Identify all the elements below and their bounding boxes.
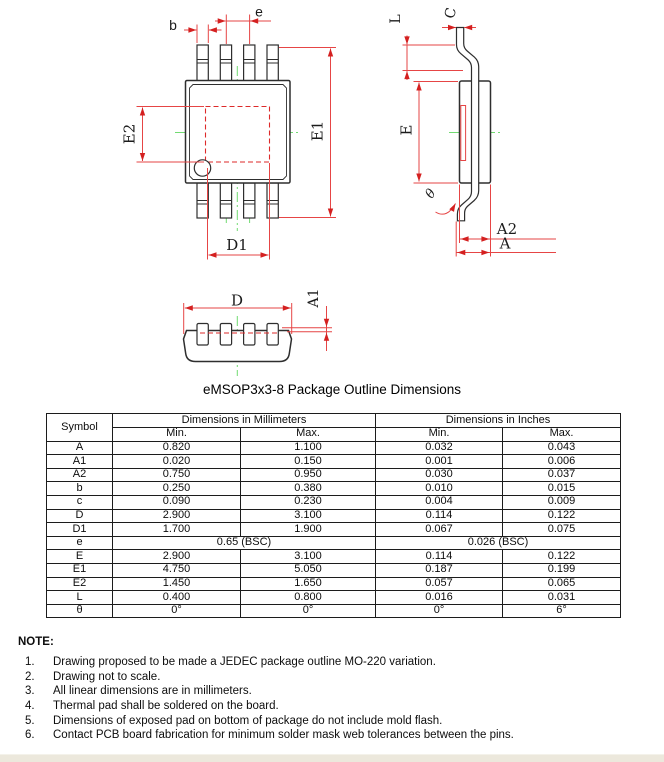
table-cell: 0.031	[503, 591, 621, 605]
note-item	[25, 656, 648, 669]
table-cell: 0.006	[503, 455, 621, 469]
table-row	[47, 495, 621, 509]
table-row	[47, 577, 621, 591]
table-cell: E1	[47, 563, 113, 577]
table-subheader-row	[47, 427, 621, 441]
table-cell: 0.032	[376, 441, 503, 455]
table-cell: 0.150	[241, 455, 376, 469]
dim-label-A: A	[499, 234, 511, 253]
table-row	[47, 550, 621, 564]
table-row	[47, 591, 621, 605]
col-header-in-max: Max.	[503, 427, 621, 441]
note-item-text: All linear dimensions are in millimeters.	[53, 685, 252, 698]
page-title: eMSOP3x3-8 Package Outline Dimensions	[202, 382, 462, 397]
table-cell: 0.067	[376, 523, 503, 537]
notes-list	[18, 656, 648, 742]
table-cell: 6°	[503, 604, 621, 618]
table-cell: 0.030	[376, 468, 503, 482]
table-cell: 5.050	[241, 563, 376, 577]
table-cell: 1.450	[113, 577, 241, 591]
table-cell: 0.009	[503, 495, 621, 509]
note-item-text: Contact PCB board fabrication for minimum solder mask web tolerances between the pins.	[53, 729, 514, 742]
col-header-in-min: Min.	[376, 427, 503, 441]
table-cell: b	[47, 482, 113, 496]
table-row	[47, 441, 621, 455]
table-cell: 1.700	[113, 523, 241, 537]
table-cell: 0.043	[503, 441, 621, 455]
front-view-drawing	[184, 288, 333, 376]
table-cell: 0.114	[376, 550, 503, 564]
table-cell: 0.020	[113, 455, 241, 469]
note-item	[25, 700, 648, 713]
notes-section	[18, 636, 648, 744]
table-cell: 0.122	[503, 509, 621, 523]
dim-label-A1: A1	[306, 288, 322, 308]
table-cell: 0.090	[113, 495, 241, 509]
table-cell: 0.250	[113, 482, 241, 496]
col-header-mm: Dimensions in Millimeters	[113, 414, 376, 428]
note-item-number: 3.	[25, 685, 35, 698]
table-cell: 0.187	[376, 563, 503, 577]
dim-label-C: C	[442, 6, 461, 21]
table-cell: 0.400	[113, 591, 241, 605]
table-row	[47, 509, 621, 523]
table-cell: 0.010	[376, 482, 503, 496]
dim-label-theta: θ	[422, 186, 440, 202]
dim-label-D: D	[230, 291, 244, 310]
col-header-mm-max: Max.	[241, 427, 376, 441]
col-header-inches: Dimensions in Inches	[376, 414, 621, 428]
table-cell: 0.057	[376, 577, 503, 591]
col-header-mm-min: Min.	[113, 427, 241, 441]
table-cell: E2	[47, 577, 113, 591]
table-cell: 0.015	[503, 482, 621, 496]
table-cell: 0.950	[241, 468, 376, 482]
table-cell: 0.800	[241, 591, 376, 605]
table-row	[47, 563, 621, 577]
table-cell: θ	[47, 604, 113, 618]
table-cell: 0.004	[376, 495, 503, 509]
table-cell: D	[47, 509, 113, 523]
table-cell: 2.900	[113, 509, 241, 523]
table-row	[47, 523, 621, 537]
side-view-drawing	[388, 6, 556, 256]
table-cell: 3.100	[241, 509, 376, 523]
table-cell: 0.037	[503, 468, 621, 482]
table-cell: 0.016	[376, 591, 503, 605]
notes-title: NOTE:	[18, 636, 54, 648]
table-cell: 0.075	[503, 523, 621, 537]
table-row	[47, 455, 621, 469]
table-cell: A	[47, 441, 113, 455]
note-item	[25, 671, 648, 684]
table-cell: 4.750	[113, 563, 241, 577]
table-cell: 0.230	[241, 495, 376, 509]
table-cell: A2	[47, 468, 113, 482]
note-item-number: 6.	[25, 729, 35, 742]
table-cell: A1	[47, 455, 113, 469]
table-row	[47, 482, 621, 496]
table-cell: 0.199	[503, 563, 621, 577]
table-cell: 3.100	[241, 550, 376, 564]
note-item-number: 5.	[25, 714, 35, 727]
note-item-text: Drawing not to scale.	[53, 670, 161, 683]
table-row	[47, 468, 621, 482]
dim-label-E1: E1	[308, 120, 327, 142]
table-cell: 1.100	[241, 441, 376, 455]
note-item-number: 4.	[25, 700, 35, 713]
table-cell: L	[47, 591, 113, 605]
note-item-text: Dimensions of exposed pad on bottom of package do not include mold flash.	[53, 714, 443, 727]
note-item-text: Drawing proposed to be made a JEDEC package outline MO-220 variation.	[53, 656, 436, 668]
dim-label-E2: E2	[120, 123, 139, 145]
dim-label-E: E	[397, 124, 416, 136]
table-cell: c	[47, 495, 113, 509]
table-cell: D1	[47, 523, 113, 537]
top-view-drawing	[121, 4, 337, 260]
table-header-row	[47, 414, 621, 428]
table-cell: 0.122	[503, 550, 621, 564]
note-item	[25, 685, 648, 698]
table-cell: 1.650	[241, 577, 376, 591]
table-cell: 0°	[113, 604, 241, 618]
footer-bar	[0, 754, 664, 762]
note-item	[25, 715, 648, 728]
table-cell: 2.900	[113, 550, 241, 564]
dim-label-b: b	[169, 17, 177, 33]
dim-label-L: L	[388, 14, 404, 24]
table-cell: 0.001	[376, 455, 503, 469]
dim-label-A2: A2	[496, 220, 518, 238]
table-cell: 0.65 (BSC)	[113, 536, 376, 550]
table-cell: E	[47, 550, 113, 564]
table-cell: 0°	[241, 604, 376, 618]
table-cell: 0.114	[376, 509, 503, 523]
dimensions-table-body	[47, 441, 621, 618]
note-item-number: 1.	[25, 656, 35, 668]
table-row	[47, 536, 621, 550]
dim-label-e: e	[255, 3, 263, 20]
table-cell: 0.026 (BSC)	[376, 536, 621, 550]
table-cell: 0.065	[503, 577, 621, 591]
dim-label-D1: D1	[226, 236, 248, 254]
note-item	[25, 729, 648, 742]
table-cell: 0.750	[113, 468, 241, 482]
table-cell: 0.820	[113, 441, 241, 455]
table-cell: e	[47, 536, 113, 550]
table-row	[47, 604, 621, 618]
note-item-number: 2.	[25, 670, 35, 683]
note-item-text: Thermal pad shall be soldered on the board.	[53, 700, 279, 713]
dimensions-table	[46, 413, 621, 618]
table-cell: 0.380	[241, 482, 376, 496]
table-cell: 1.900	[241, 523, 376, 537]
table-cell: 0°	[376, 604, 503, 618]
col-header-symbol: Symbol	[47, 414, 113, 442]
